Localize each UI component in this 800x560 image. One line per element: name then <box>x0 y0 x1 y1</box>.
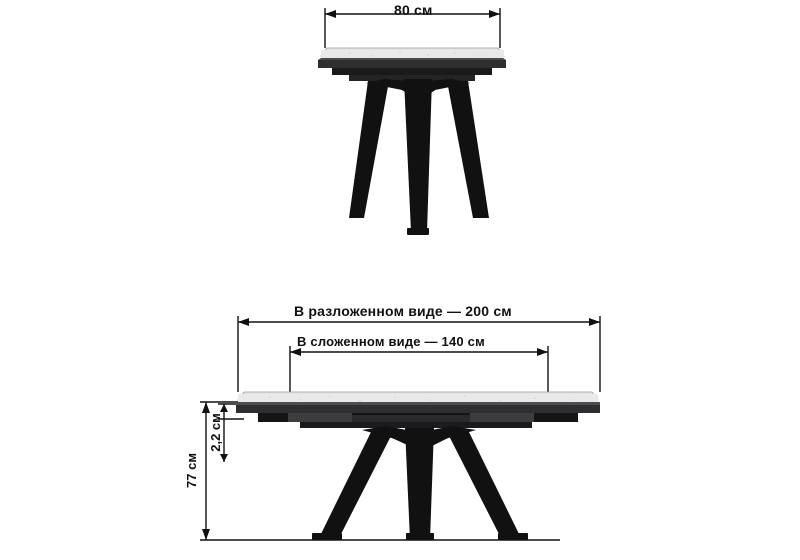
table-top-narrow <box>318 48 506 81</box>
dimension-line-200 <box>238 316 600 392</box>
table-legs-narrow <box>349 79 489 235</box>
dimension-label-thickness-22: 2,2 см <box>207 413 223 452</box>
front-view-group <box>200 316 600 540</box>
dimension-label-folded-140: В сложенном виде — 140 см <box>297 334 485 349</box>
dimension-label-extended-200: В разложенном виде — 200 см <box>294 303 512 319</box>
table-top-wide <box>236 392 600 428</box>
top-view-group <box>318 8 506 235</box>
table-legs-wide <box>312 426 528 540</box>
dimension-label-height-77: 77 см <box>183 453 199 488</box>
dimension-label-width-80: 80 см <box>394 2 433 18</box>
